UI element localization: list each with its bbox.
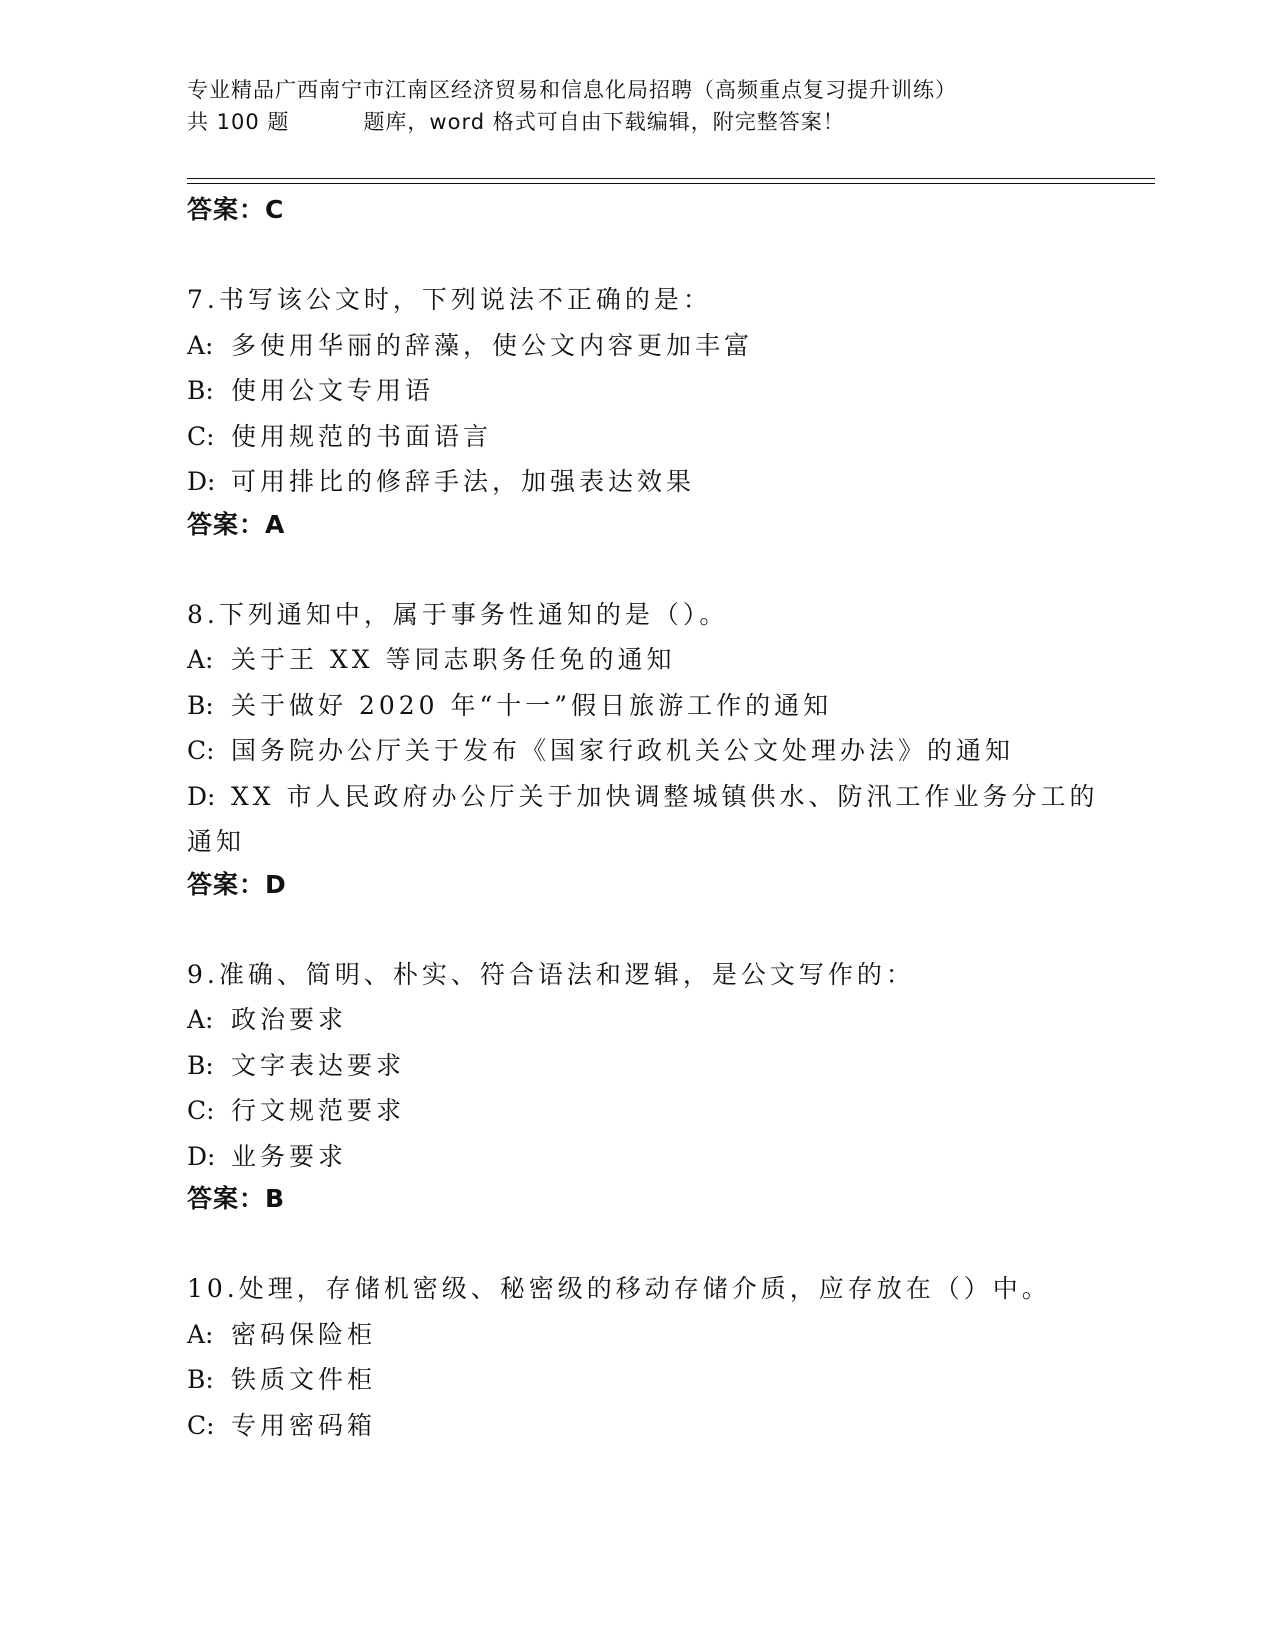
option-label: C: xyxy=(187,1096,215,1125)
option-a xyxy=(187,1312,1147,1358)
option-c xyxy=(187,1403,1147,1449)
option-d xyxy=(187,1134,1147,1180)
header-question-count: 共 100 题 xyxy=(187,110,290,134)
question-item xyxy=(187,1266,1147,1448)
option-text: 可用排比的修辞手法，加强表达效果 xyxy=(231,467,696,496)
spacer xyxy=(187,1219,1147,1266)
option-b xyxy=(187,1043,1147,1089)
header-description: 题库，word 格式可自由下载编辑，附完整答案！ xyxy=(363,110,845,134)
question-text: 10.处理，存储机密级、秘密级的移动存储介质，应存放在（）中。 xyxy=(187,1274,1051,1303)
header-gap xyxy=(289,106,363,138)
option-label: C: xyxy=(187,736,215,765)
question-text: 7.书写该公文时，下列说法不正确的是： xyxy=(187,285,712,314)
option-a xyxy=(187,637,1147,683)
option-a xyxy=(187,997,1147,1043)
option-text: 多使用华丽的辞藻，使公文内容更加丰富 xyxy=(231,330,754,360)
option-label: A: xyxy=(187,1005,214,1034)
option-c xyxy=(187,728,1147,774)
option-d-continuation: 通知 xyxy=(187,827,246,856)
option-label: D: xyxy=(187,1141,216,1171)
answer-line: 答案：A xyxy=(187,509,286,539)
spacer xyxy=(187,545,1147,592)
question-item xyxy=(187,952,1147,1220)
option-b xyxy=(187,368,1147,414)
option-b xyxy=(187,683,1147,729)
page-header xyxy=(187,74,1157,138)
option-d xyxy=(187,774,1147,820)
spacer xyxy=(187,230,1147,277)
question-text: 8.下列通知中，属于事务性通知的是（）。 xyxy=(187,599,729,629)
answer-line: 答案：D xyxy=(187,869,287,899)
option-c xyxy=(187,414,1147,460)
header-divider-bottom xyxy=(187,183,1155,184)
answer-line: 答案：B xyxy=(187,1184,286,1213)
question-list xyxy=(187,190,1147,1448)
option-label: D: xyxy=(187,467,216,496)
header-divider-top xyxy=(187,178,1155,179)
answer-line: 答案：C xyxy=(187,195,285,224)
option-label: A: xyxy=(187,1319,214,1349)
option-label: B: xyxy=(187,1365,214,1394)
header-title: 专业精品广西南宁市江南区经济贸易和信息化局招聘（高频重点复习提升训练） xyxy=(187,78,957,102)
option-a xyxy=(187,323,1147,369)
header-subtitle xyxy=(187,106,1157,138)
option-label: A: xyxy=(187,645,214,674)
option-b xyxy=(187,1357,1147,1403)
question-item xyxy=(187,592,1147,905)
option-text: 关于做好 2020 年“十一”假日旅游工作的通知 xyxy=(231,690,833,720)
option-label: C: xyxy=(187,421,215,451)
option-text: 政治要求 xyxy=(231,1005,348,1034)
option-text: XX 市人民政府办公厅关于加快调整城镇供水、防汛工作业务分工的 xyxy=(231,781,1099,811)
option-label: B: xyxy=(187,1050,214,1080)
option-text: 使用公文专用语 xyxy=(231,376,435,405)
spacer xyxy=(187,905,1147,952)
option-text: 铁质文件柜 xyxy=(231,1365,377,1394)
option-text: 关于王 XX 等同志职务任免的通知 xyxy=(231,645,676,674)
option-label: A: xyxy=(187,330,214,360)
option-label: B: xyxy=(187,376,214,405)
option-c xyxy=(187,1088,1147,1134)
option-d xyxy=(187,459,1147,505)
option-text: 文字表达要求 xyxy=(231,1050,406,1080)
option-text: 专用密码箱 xyxy=(231,1410,377,1440)
option-text: 行文规范要求 xyxy=(231,1096,406,1125)
option-text: 使用规范的书面语言 xyxy=(231,421,493,451)
question-item xyxy=(187,277,1147,545)
option-text: 业务要求 xyxy=(231,1141,348,1171)
option-text: 国务院办公厅关于发布《国家行政机关公文处理办法》的通知 xyxy=(231,736,1015,765)
option-label: C: xyxy=(187,1410,215,1440)
option-label: B: xyxy=(187,690,214,720)
option-text: 密码保险柜 xyxy=(231,1319,377,1349)
question-text: 9.准确、简明、朴实、符合语法和逻辑，是公文写作的： xyxy=(187,959,915,989)
option-label: D: xyxy=(187,781,216,811)
